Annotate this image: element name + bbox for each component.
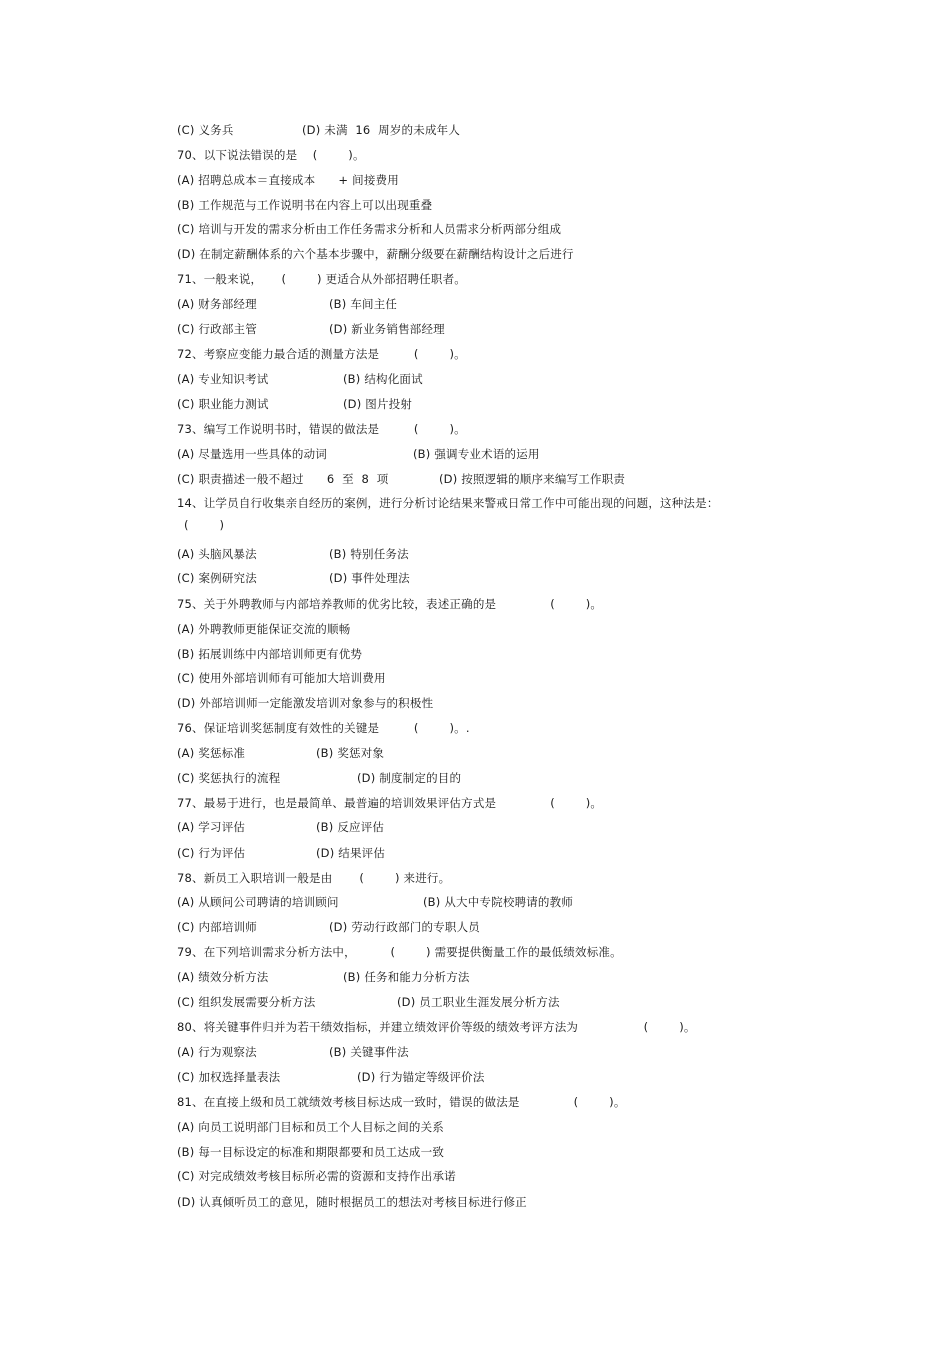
question-77-option-c: (C) 行为评估 [177,846,246,860]
question-14-option-c: (C) 案例研究法 [177,571,257,585]
question-81-stem: 81、在直接上级和员工就绩效考核目标达成一致时，错误的做法是 ( )。 [177,1095,626,1109]
question-72-option-b: (B) 结构化面试 [343,372,423,386]
question-14-option-b: (B) 特别任务法 [329,547,409,561]
question-71-option-b: (B) 车间主任 [329,297,398,311]
question-78-option-c: (C) 内部培训师 [177,920,257,934]
question-77-stem: 77、最易于进行，也是最简单、最普遍的培训效果评估方式是 ( )。 [177,796,603,810]
question-75-option-c: (C) 使用外部培训师有可能加大培训费用 [177,671,386,685]
option-row [177,545,409,563]
question-78-option-d: (D) 劳动行政部门的专职人员 [329,920,480,934]
question-81-option-d: (D) 认真倾听员工的意见，随时根据员工的想法对考核目标进行修正 [177,1195,527,1209]
question-76-option-c: (C) 奖惩执行的流程 [177,771,281,785]
question-80-stem: 80、将关键事件归并为若干绩效指标，并建立绩效评价等级的绩效考评方法为 ( )。 [177,1020,696,1034]
option-row [177,395,413,413]
question-75-option-b: (B) 拓展训练中内部培训师更有优势 [177,647,363,661]
question-77-option-a: (A) 学习评估 [177,820,246,834]
question-70-option-c: (C) 培训与开发的需求分析由工作任务需求分析和人员需求分析两部分组成 [177,222,562,236]
question-78-option-a: (A) 从顾问公司聘请的培训顾问 [177,895,339,909]
question-76-option-b: (B) 奖惩对象 [316,746,385,760]
question-70-option-a: (A) 招聘总成本＝直接成本 + 间接费用 [177,173,399,187]
question-81-option-b: (B) 每一目标设定的标准和期限都要和员工达成一致 [177,1145,445,1159]
question-71-option-c: (C) 行政部主管 [177,322,257,336]
question-14-option-a: (A) 头脑风暴法 [177,547,257,561]
question-71-stem: 71、一般来说， ( ) 更适合从外部招聘任职者。 [177,272,466,286]
question-14-option-d: (D) 事件处理法 [329,571,410,585]
question-71-option-d: (D) 新业务销售部经理 [329,322,445,336]
question-80-option-a: (A) 行为观察法 [177,1045,257,1059]
question-70-stem: 70、以下说法错误的是 ( )。 [177,148,365,162]
option-d: (D) 未满 16 周岁的未成年人 [302,123,461,137]
question-79-option-b: (B) 任务和能力分析方法 [343,970,470,984]
option-row [177,320,445,338]
option-row [177,1068,485,1086]
option-row [177,893,574,911]
question-75-option-a: (A) 外聘教师更能保证交流的顺畅 [177,622,351,636]
option-row [177,769,462,787]
question-78-option-b: (B) 从大中专院校聘请的教师 [423,895,574,909]
question-70-option-b: (B) 工作规范与工作说明书在内容上可以出现重叠 [177,198,433,212]
option-row [177,470,626,488]
option-row [177,569,410,587]
question-14-stem-blank: ( ) [184,518,225,532]
question-71-option-a: (A) 财务部经理 [177,297,257,311]
option-row [177,844,386,862]
question-72-stem: 72、考察应变能力最合适的测量方法是 ( )。 [177,347,466,361]
question-72-option-d: (D) 图片投射 [343,397,413,411]
question-79-stem: 79、在下列培训需求分析方法中， ( ) 需要提供衡量工作的最低绩效标准。 [177,945,622,959]
question-80-option-d: (D) 行为锚定等级评价法 [357,1070,485,1084]
question-77-option-b: (B) 反应评估 [316,820,385,834]
option-row [177,968,470,986]
option-row [177,818,385,836]
option-row [177,993,560,1011]
question-73-option-b: (B) 强调专业术语的运用 [413,447,540,461]
question-80-option-c: (C) 加权选择量表法 [177,1070,281,1084]
question-72-option-a: (A) 专业知识考试 [177,372,269,386]
question-72-option-c: (C) 职业能力测试 [177,397,269,411]
option-row [177,370,423,388]
question-73-option-a: (A) 尽量选用一些具体的动词 [177,447,327,461]
question-75-stem: 75、关于外聘教师与内部培养教师的优劣比较，表述正确的是 ( )。 [177,597,603,611]
question-76-stem: 76、保证培训奖惩制度有效性的关键是 ( )。. [177,721,470,735]
option-row [177,445,540,463]
option-row [177,1043,409,1061]
question-77-option-d: (D) 结果评估 [316,846,386,860]
question-14-stem: 14、让学员自行收集亲自经历的案例，进行分析讨论结果来警戒日常工作中可能出现的问题，这种法是： [177,496,719,510]
question-79-option-d: (D) 员工职业生涯发展分析方法 [397,995,560,1009]
question-76-option-a: (A) 奖惩标准 [177,746,246,760]
question-75-option-d: (D) 外部培训师一定能激发培训对象参与的积极性 [177,696,434,710]
question-81-option-c: (C) 对完成绩效考核目标所必需的资源和支持作出承诺 [177,1169,456,1183]
question-78-stem: 78、新员工入职培训一般是由 ( ) 来进行。 [177,871,451,885]
question-81-option-a: (A) 向员工说明部门目标和员工个人目标之间的关系 [177,1120,444,1134]
option-row [177,744,385,762]
question-73-stem: 73、编写工作说明书时，错误的做法是 ( )。 [177,422,466,436]
question-79-option-a: (A) 绩效分析方法 [177,970,269,984]
option-row [177,121,461,139]
option-row [177,295,398,313]
question-70-option-d: (D) 在制定薪酬体系的六个基本步骤中，薪酬分级要在薪酬结构设计之后进行 [177,247,574,261]
question-76-option-d: (D) 制度制定的目的 [357,771,462,785]
question-73-option-c: (C) 职责描述一般不超过 6 至 8 项 [177,472,389,486]
option-row [177,918,480,936]
question-79-option-c: (C) 组织发展需要分析方法 [177,995,316,1009]
question-73-option-d: (D) 按照逻辑的顺序来编写工作职责 [439,472,626,486]
option-c: (C) 义务兵 [177,123,234,137]
question-80-option-b: (B) 关键事件法 [329,1045,409,1059]
